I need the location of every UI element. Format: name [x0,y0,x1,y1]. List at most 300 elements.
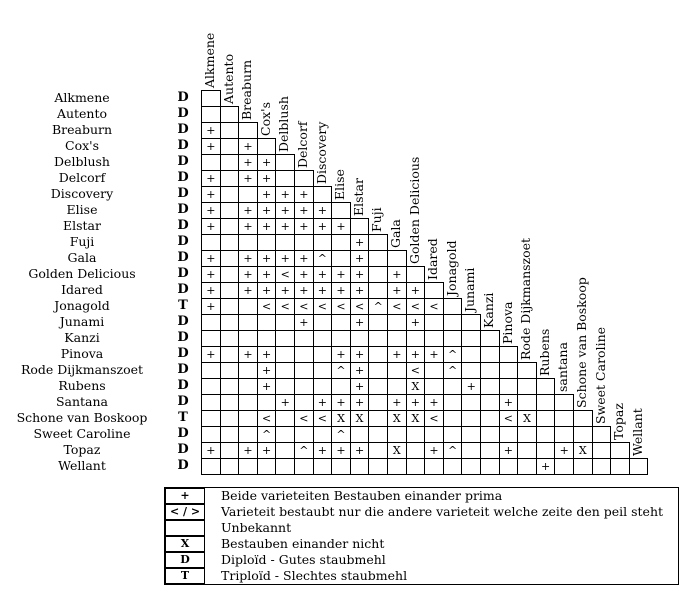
matrix-cell [461,458,481,475]
matrix-cell [368,394,388,411]
row-label: Kanzi [64,330,100,345]
column-header: Delcorf [295,121,310,168]
matrix-cell: X [387,410,407,427]
row-label: Idared [61,282,103,297]
matrix-cell [350,458,370,475]
ploidy-mark: D [177,458,189,473]
matrix-cell: + [350,266,370,283]
matrix-cell [443,458,463,475]
column-header: Golden Delicious [406,156,422,264]
matrix-cell [331,314,351,331]
row-label: Wellant [58,458,106,473]
matrix-cell: + [294,250,314,267]
matrix-cell: + [275,282,295,299]
ploidy-mark: D [177,266,189,281]
matrix-cell: + [424,346,444,363]
matrix-cell [387,458,407,475]
matrix-cell [331,250,351,267]
row-label: Breaburn [51,122,113,137]
matrix-cell [480,378,500,395]
column-header: Breaburn [239,59,255,120]
matrix-cell [257,234,277,251]
column-header: Wellant [629,408,645,456]
row-label: Delblush [54,154,110,169]
matrix-cell [201,362,221,379]
matrix-cell: + [201,442,221,459]
matrix-cell [499,458,519,475]
matrix-cell [294,394,314,411]
matrix-cell: + [313,442,333,459]
matrix-cell [331,458,351,475]
matrix-cell [220,362,240,379]
matrix-cell: + [238,282,258,299]
column-header: Gala [388,219,403,248]
diagonal-cell [368,234,388,251]
ploidy-mark: D [177,378,189,393]
matrix-cell: + [238,154,258,171]
matrix-cell: + [350,282,370,299]
matrix-cell [275,410,295,427]
matrix-cell [220,170,240,187]
matrix-cell: < [387,298,407,315]
column-header: Discovery [313,121,329,184]
ploidy-mark: D [177,170,189,185]
diagonal-cell [499,346,519,363]
legend-text: Bestauben einander nicht [221,536,385,551]
matrix-cell [368,426,388,443]
matrix-cell: + [313,218,333,235]
matrix-cell [480,458,500,475]
matrix-cell [443,378,463,395]
matrix-cell: < [406,362,426,379]
matrix-cell: X [331,410,351,427]
matrix-cell: + [536,458,556,475]
legend [164,487,679,585]
column-header: Idared [425,238,441,280]
matrix-cell: + [406,314,426,331]
matrix-cell: + [331,394,351,411]
matrix-cell [461,394,481,411]
matrix-cell: < [294,410,314,427]
diagonal-cell [536,378,556,395]
column-header: Elstar [350,178,366,216]
ploidy-mark: T [178,298,188,313]
matrix-cell [368,282,388,299]
matrix-cell: + [406,346,426,363]
diagonal-cell [406,266,426,283]
diagonal-cell [294,170,314,187]
matrix-cell: + [294,202,314,219]
matrix-cell: + [313,266,333,283]
legend-row [165,568,678,584]
matrix-cell [424,458,444,475]
legend-text: Unbekannt [221,520,292,535]
matrix-cell [275,234,295,251]
ploidy-mark: D [177,330,189,345]
matrix-cell [592,458,612,475]
matrix-cell [220,426,240,443]
matrix-cell [443,314,463,331]
matrix-cell [275,170,295,187]
row-label: Schone van Boskoop [16,410,148,425]
matrix-cell: + [257,202,277,219]
matrix-cell: + [238,442,258,459]
matrix-cell: + [313,394,333,411]
row-label: Discovery [50,186,114,201]
matrix-cell: < [313,410,333,427]
column-header: Delblush [276,96,292,152]
matrix-cell [387,362,407,379]
row-label: Rode Dijkmanszoet [20,362,144,377]
matrix-cell [257,314,277,331]
matrix-cell: + [238,170,258,187]
matrix-cell [517,426,537,443]
matrix-cell: + [201,202,221,219]
matrix-cell [461,442,481,459]
column-header: santana [555,342,571,392]
ploidy-mark: D [177,202,189,217]
matrix-cell: < [257,410,277,427]
matrix-cell: + [350,346,370,363]
diagonal-cell [573,410,593,427]
matrix-cell: + [201,186,221,203]
matrix-cell [480,394,500,411]
matrix-cell [368,330,388,347]
matrix-cell: + [424,394,444,411]
row-label: Elstar [63,218,101,233]
matrix-cell: + [201,250,221,267]
matrix-cell: + [238,346,258,363]
matrix-cell: < [257,298,277,315]
matrix-cell [294,234,314,251]
matrix-cell [238,362,258,379]
matrix-cell: < [406,298,426,315]
matrix-cell [257,458,277,475]
matrix-cell [294,378,314,395]
matrix-cell [275,362,295,379]
matrix-cell: < [424,298,444,315]
matrix-cell: + [257,218,277,235]
ploidy-mark: D [177,394,189,409]
matrix-cell [220,394,240,411]
matrix-cell: + [331,346,351,363]
matrix-cell [461,362,481,379]
matrix-cell [294,458,314,475]
legend-text: Diploïd - Gutes staubmehl [221,552,386,567]
diagonal-cell [461,314,481,331]
matrix-cell [313,426,333,443]
matrix-cell: + [201,346,221,363]
diagonal-cell [201,90,221,107]
ploidy-mark: D [177,154,189,169]
matrix-cell [238,234,258,251]
matrix-cell [201,394,221,411]
matrix-cell [331,330,351,347]
matrix-cell: + [275,218,295,235]
matrix-cell [480,426,500,443]
legend-row [165,520,678,536]
matrix-cell: ^ [313,250,333,267]
matrix-cell [368,410,388,427]
matrix-cell: + [238,218,258,235]
column-header: Autento [220,53,236,104]
matrix-cell: + [201,266,221,283]
matrix-cell [313,234,333,251]
matrix-cell: ^ [331,426,351,443]
matrix-cell: + [201,282,221,299]
matrix-cell: + [238,138,258,155]
matrix-cell: + [201,138,221,155]
row-label: Fuji [69,234,95,249]
diagonal-cell [610,442,630,459]
row-label: Delcorf [58,170,106,185]
matrix-cell: + [424,442,444,459]
matrix-cell: ^ [257,426,277,443]
row-label: Alkmene [54,90,110,105]
matrix-cell [238,410,258,427]
ploidy-mark: D [177,362,189,377]
matrix-cell: X [350,410,370,427]
matrix-cell: X [573,442,593,459]
matrix-cell [443,330,463,347]
matrix-cell: + [257,154,277,171]
row-label: Golden Delicious [28,266,136,281]
matrix-cell: + [257,282,277,299]
column-header: Topaz [611,403,627,440]
matrix-cell [536,410,556,427]
matrix-cell [499,426,519,443]
matrix-cell: + [313,202,333,219]
diagonal-cell [350,218,370,235]
column-header: Schone van Boskoop [574,277,589,408]
matrix-cell: < [331,298,351,315]
matrix-cell [387,330,407,347]
matrix-cell: ^ [294,442,314,459]
matrix-cell: + [275,186,295,203]
matrix-cell [554,410,574,427]
column-header: Jonagold [443,240,459,296]
matrix-cell [480,362,500,379]
diagonal-cell [238,122,258,139]
ploidy-mark: D [177,90,189,105]
ploidy-mark: T [178,410,188,425]
matrix-cell [480,442,500,459]
matrix-cell: ^ [443,346,463,363]
matrix-cell [461,330,481,347]
matrix-cell: + [499,394,519,411]
matrix-cell: + [350,394,370,411]
legend-symbol: D [165,552,205,568]
legend-row [165,488,678,504]
diagonal-cell [275,154,295,171]
matrix-cell: + [257,442,277,459]
matrix-cell [275,378,295,395]
ploidy-mark: D [177,282,189,297]
matrix-cell: + [350,362,370,379]
matrix-cell [480,346,500,363]
matrix-cell [220,458,240,475]
matrix-cell: + [201,170,221,187]
matrix-cell: < [424,410,444,427]
matrix-cell [294,362,314,379]
matrix-cell: + [238,266,258,283]
matrix-cell [220,442,240,459]
matrix-cell [275,314,295,331]
matrix-cell: X [387,442,407,459]
column-header: Junami [462,267,478,312]
matrix-cell [406,426,426,443]
column-header: Fuji [369,207,385,232]
matrix-cell [294,346,314,363]
matrix-cell: + [275,250,295,267]
matrix-cell [368,346,388,363]
matrix-cell [387,426,407,443]
matrix-cell [406,330,426,347]
matrix-cell [220,266,240,283]
matrix-cell [275,442,295,459]
legend-text: Beide varieteiten Bestauben einander prima [221,488,503,503]
diagonal-cell [517,362,537,379]
column-header: Cox's [257,102,273,136]
matrix-cell [220,282,240,299]
matrix-cell [499,378,519,395]
matrix-cell [201,154,221,171]
row-label: Sweet Caroline [33,426,131,441]
matrix-cell [220,298,240,315]
matrix-cell [275,346,295,363]
matrix-cell: + [461,378,481,395]
ploidy-mark: D [177,234,189,249]
row-label: Elise [66,202,98,217]
matrix-cell [238,298,258,315]
matrix-cell [238,426,258,443]
matrix-cell: + [350,250,370,267]
column-header: Sweet Caroline [592,326,608,424]
matrix-cell [331,234,351,251]
matrix-cell [517,378,537,395]
matrix-cell [201,106,221,123]
matrix-cell: + [257,378,277,395]
matrix-cell: + [331,218,351,235]
matrix-cell [238,314,258,331]
matrix-cell: + [257,170,277,187]
matrix-cell: + [331,266,351,283]
matrix-cell: + [257,186,277,203]
diagonal-cell [480,330,500,347]
legend-symbol: < / > [165,504,205,520]
matrix-cell [592,442,612,459]
matrix-cell: + [294,314,314,331]
matrix-cell [387,314,407,331]
matrix-cell [313,458,333,475]
legend-symbol [165,520,205,536]
row-label: Rubens [58,378,106,393]
matrix-cell [573,458,593,475]
ploidy-mark: D [177,442,189,457]
matrix-cell: + [201,298,221,315]
column-header: Alkmene [202,32,217,88]
matrix-cell: + [201,218,221,235]
matrix-cell: ^ [443,362,463,379]
matrix-cell [220,202,240,219]
matrix-cell [313,314,333,331]
matrix-cell: + [257,250,277,267]
ploidy-mark: D [177,346,189,361]
matrix-cell [517,394,537,411]
matrix-cell [220,410,240,427]
legend-row [165,504,678,520]
matrix-cell: + [294,266,314,283]
matrix-cell [201,378,221,395]
matrix-cell [443,426,463,443]
column-header: Rubens [536,328,552,376]
matrix-cell: + [350,442,370,459]
matrix-cell [313,330,333,347]
row-label: Santana [55,394,109,409]
row-label: Autento [56,106,108,121]
row-label: Topaz [63,442,101,457]
matrix-cell [461,410,481,427]
matrix-cell: < [350,298,370,315]
matrix-cell [406,458,426,475]
matrix-cell [238,378,258,395]
matrix-cell [294,426,314,443]
matrix-cell [461,426,481,443]
matrix-cell: < [499,410,519,427]
matrix-cell: + [331,442,351,459]
ploidy-mark: D [177,218,189,233]
matrix-cell: + [201,122,221,139]
matrix-cell [424,378,444,395]
diagonal-cell [387,250,407,267]
legend-row [165,552,678,568]
matrix-cell [220,378,240,395]
matrix-cell: ^ [443,442,463,459]
matrix-cell: + [499,442,519,459]
matrix-cell: + [331,282,351,299]
matrix-cell [406,442,426,459]
legend-symbol: T [165,568,205,584]
column-header: Elise [332,169,348,200]
matrix-cell [275,458,295,475]
matrix-cell [220,250,240,267]
matrix-cell: + [554,442,574,459]
matrix-cell [201,458,221,475]
matrix-cell: X [406,410,426,427]
matrix-cell: + [350,378,370,395]
diagonal-cell [331,202,351,219]
matrix-cell [368,266,388,283]
matrix-cell [368,378,388,395]
matrix-cell [536,442,556,459]
matrix-cell [554,426,574,443]
row-label: Gala [67,250,97,265]
matrix-cell [275,330,295,347]
matrix-cell [294,330,314,347]
matrix-cell: + [350,314,370,331]
matrix-cell [573,426,593,443]
diagonal-cell [424,282,444,299]
matrix-cell [201,234,221,251]
matrix-cell [424,314,444,331]
matrix-cell [517,458,537,475]
column-header: Rode Dijkmanszoet [518,237,534,360]
matrix-cell: + [257,362,277,379]
diagonal-cell [629,458,649,475]
column-header: Pinova [499,301,515,344]
matrix-cell [331,378,351,395]
matrix-cell [461,346,481,363]
